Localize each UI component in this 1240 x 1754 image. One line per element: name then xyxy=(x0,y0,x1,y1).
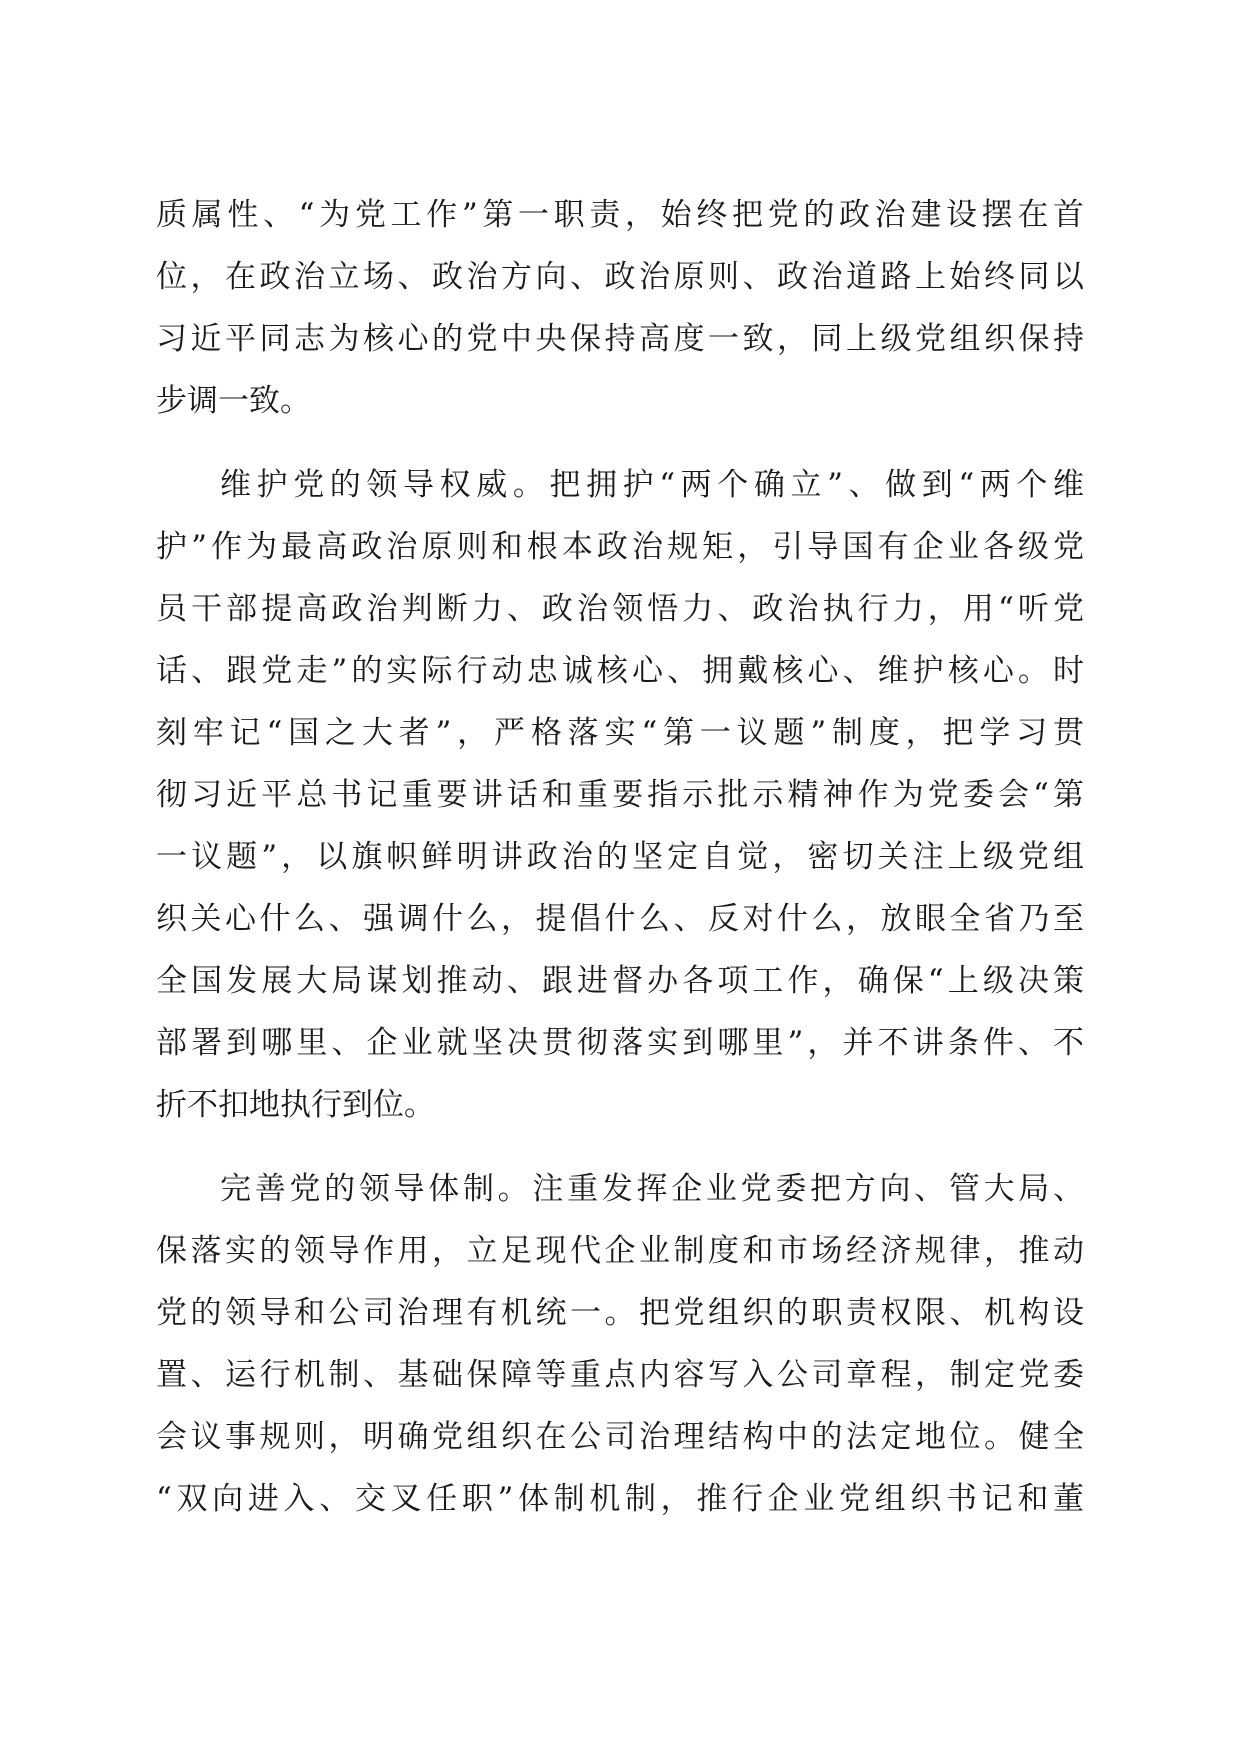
text-line: 一议题”，以旗帜鲜明讲政治的坚定自觉，密切关注上级党组 xyxy=(156,839,1084,875)
text-line: 员干部提高政治判断力、政治领悟力、政治执行力，用“听党 xyxy=(156,591,1084,627)
text-line: 习近平同志为核心的党中央保持高度一致，同上级党组织保持 xyxy=(156,321,1084,357)
text-line: 刻牢记“国之大者”，严格落实“第一议题”制度，把学习贯 xyxy=(156,715,1084,751)
text-line: 织关心什么、强调什么，提倡什么、反对什么，放眼全省乃至 xyxy=(156,901,1084,937)
paragraph-3 xyxy=(156,1158,1084,1530)
paragraph-2 xyxy=(156,454,1084,1136)
text-line: 全国发展大局谋划推动、跟进督办各项工作，确保“上级决策 xyxy=(156,963,1084,999)
text-line: 党的领导和公司治理有机统一。把党组织的职责权限、机构设 xyxy=(156,1295,1084,1331)
text-line: “双向进入、交叉任职”体制机制，推行企业党组织书记和董 xyxy=(156,1481,1084,1517)
text-line: 位，在政治立场、政治方向、政治原则、政治道路上始终同以 xyxy=(156,259,1084,295)
text-line: 步调一致。 xyxy=(156,383,311,419)
text-line: 话、跟党走”的实际行动忠诚核心、拥戴核心、维护核心。时 xyxy=(156,653,1084,689)
text-line: 保落实的领导作用，立足现代企业制度和市场经济规律，推动 xyxy=(156,1233,1084,1269)
text-line: 部署到哪里、企业就坚决贯彻落实到哪里”，并不讲条件、不 xyxy=(156,1025,1084,1061)
text-line: 彻习近平总书记重要讲话和重要指示批示精神作为党委会“第 xyxy=(156,777,1084,813)
body-text xyxy=(156,184,1084,1530)
text-line: 质属性、“为党工作”第一职责，始终把党的政治建设摆在首 xyxy=(156,197,1084,233)
text-line: 维护党的领导权威。把拥护“两个确立”、做到“两个维 xyxy=(220,467,1084,503)
text-line: 折不扣地执行到位。 xyxy=(156,1087,435,1123)
text-line: 护”作为最高政治原则和根本政治规矩，引导国有企业各级党 xyxy=(156,529,1084,565)
text-line: 会议事规则，明确党组织在公司治理结构中的法定地位。健全 xyxy=(156,1419,1084,1455)
text-line: 置、运行机制、基础保障等重点内容写入公司章程，制定党委 xyxy=(156,1357,1084,1393)
paragraph-1 xyxy=(156,184,1084,432)
text-line: 完善党的领导体制。注重发挥企业党委把方向、管大局、 xyxy=(220,1171,1084,1207)
